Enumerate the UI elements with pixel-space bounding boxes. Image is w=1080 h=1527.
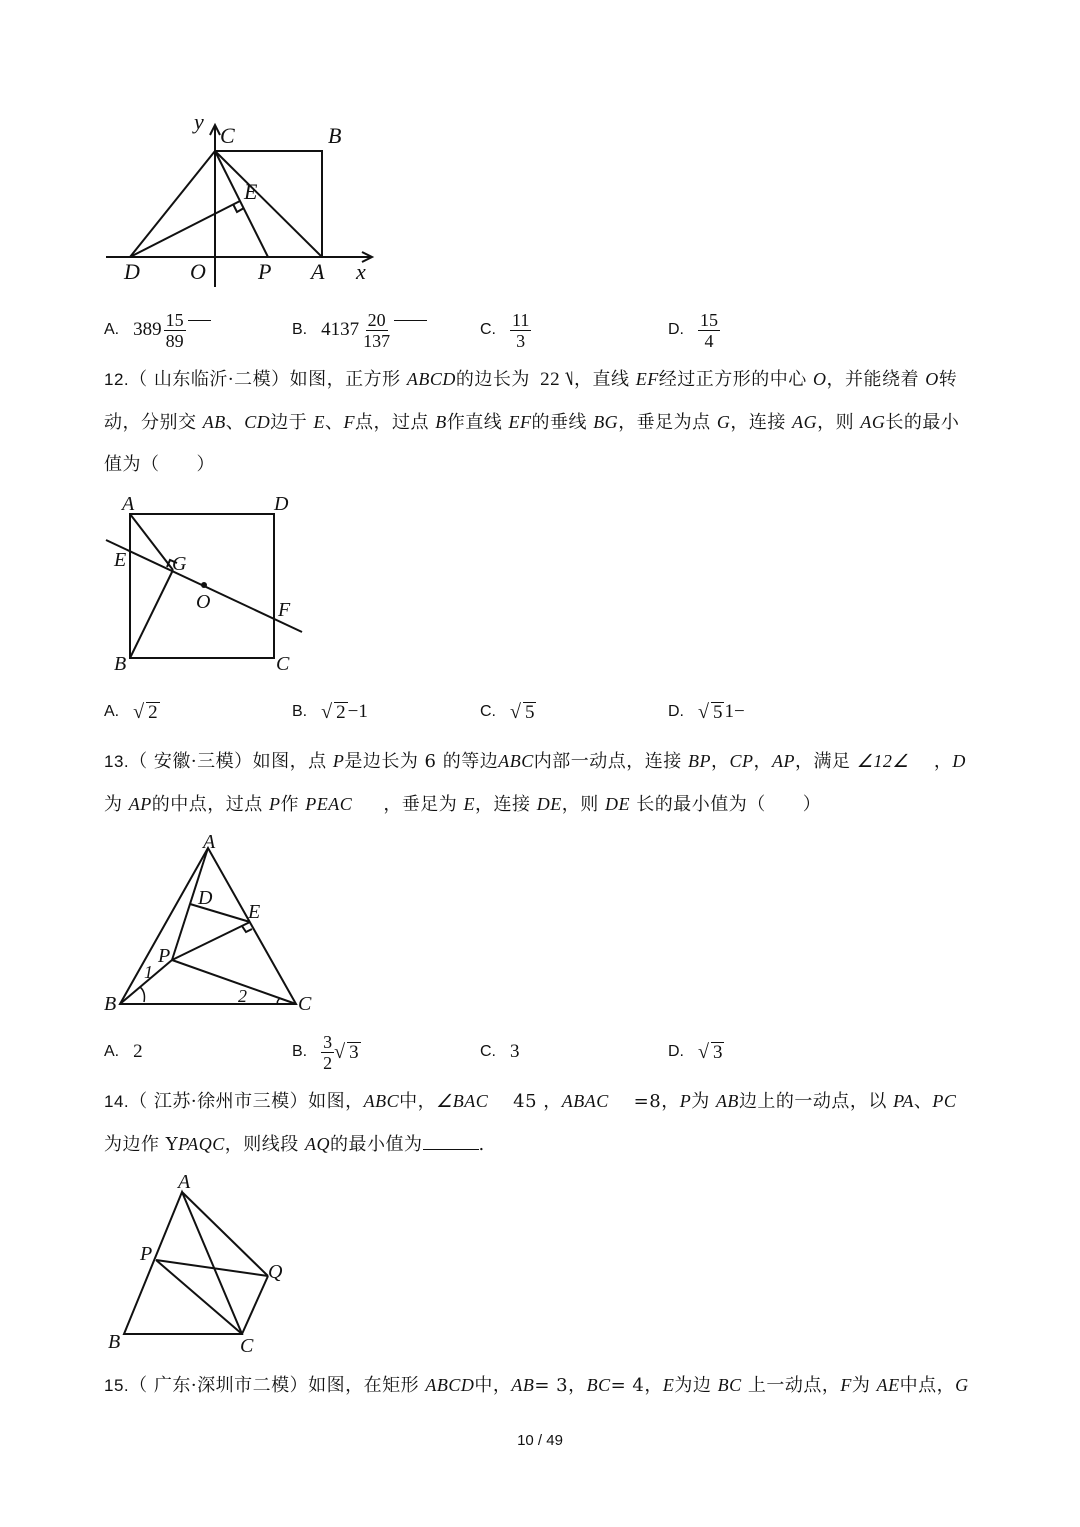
q14-line-1: 14.（ 江苏·徐州市三模）如图，ABC中，∠BAC 45 ，ABAC =8，P为 AB边上的一动点，以 PA、PC [104, 1091, 957, 1112]
label-A: A [311, 259, 325, 284]
question-number: 12. [104, 370, 130, 389]
q11-options [104, 308, 1004, 352]
q14-line-2: 为边作 YPAQC，则线段 AQ的最小值为 . [104, 1123, 984, 1166]
sqrt-icon: √ [698, 700, 709, 723]
q13-line-2: 为 AP的中点，过点 P作 PEAC ，垂足为 E，连接 DE，则 DE 长的最小值为（ ） [104, 794, 822, 815]
answer-blank[interactable] [423, 1131, 479, 1150]
q11-option-d[interactable] [668, 308, 720, 352]
sqrt-icon [394, 320, 427, 341]
q11-option-a[interactable] [104, 308, 211, 352]
option-letter: C. [480, 321, 496, 338]
label-G: G [172, 553, 187, 575]
q13-option-d[interactable]: D. √ 3 [668, 1040, 723, 1063]
sqrt-icon: ⎷ [562, 369, 575, 390]
option-letter: D. [668, 703, 684, 720]
figure-q14 [100, 1170, 300, 1360]
option-letter: C. [480, 703, 496, 720]
q12-option-a[interactable]: A. √ 2 [104, 700, 158, 723]
segment-BG [130, 570, 173, 658]
option-letter: B. [292, 321, 308, 338]
label-C: C [298, 993, 312, 1015]
question-number: 14. [104, 1092, 130, 1111]
option-prefix: 389 [133, 319, 162, 340]
option-letter: D. [668, 321, 684, 338]
q12-line-2: 动，分别交 AB、CD边于 E、F点，过点 B作直线 EF的垂线 BG，垂足为点 G，连接 AG，则 AG长的最小 [104, 412, 960, 433]
question-14 [104, 1080, 984, 1166]
question-number: 13. [104, 752, 130, 771]
label-D: D [274, 493, 289, 515]
option-fraction: $\frac{15}{4}$ [700, 309, 718, 351]
angle-condition: ∠12∠ [856, 751, 909, 771]
q13-options [104, 1030, 1004, 1074]
sqrt-icon: √ [334, 1040, 346, 1063]
q13-option-a[interactable]: A. 2 [104, 1041, 143, 1062]
segment-AQ [182, 1192, 268, 1276]
label-O: O [190, 259, 206, 284]
q13-option-c[interactable]: C. 3 [480, 1041, 520, 1062]
segment-CP [172, 960, 296, 1004]
figure-q12 [100, 490, 320, 680]
question-13 [104, 740, 984, 826]
label-y: y [194, 109, 204, 134]
side-length: 22 [540, 369, 561, 390]
question-15 [104, 1364, 984, 1407]
label-A: A [203, 832, 216, 853]
option-letter: A. [104, 1043, 120, 1060]
question-number: 15. [104, 1376, 130, 1395]
segment-CP [215, 151, 268, 257]
label-O: O [196, 591, 211, 613]
label-x: x [356, 259, 366, 284]
q12-option-c[interactable]: C. √ 5 [480, 700, 535, 723]
label-E: E [248, 901, 261, 923]
q12-options [104, 690, 1004, 734]
page-number: 10 / 49 [517, 1432, 563, 1449]
label-P: P [140, 1243, 153, 1265]
label-E: E [244, 179, 258, 204]
label-E: E [114, 549, 127, 571]
question-source: （ 山东临沂·二模） [129, 369, 290, 390]
sqrt-icon: √ [698, 1040, 709, 1063]
label-P: P [158, 945, 171, 967]
segment-CA [215, 151, 322, 257]
center-point-O [201, 582, 207, 588]
question-source: （ 江苏·徐州市三模） [129, 1091, 309, 1112]
sqrt-icon: √ [133, 700, 145, 723]
angle-1-arc [140, 987, 145, 1002]
option-letter: B. [292, 1043, 308, 1060]
q13-option-b[interactable]: B. $\frac{3}{2}$ √ 3 [292, 1031, 359, 1073]
option-fraction: $\frac{11}{3}$ [512, 309, 530, 351]
label-Q: Q [268, 1261, 283, 1283]
figure-q11 [100, 105, 390, 295]
label-A: A [178, 1171, 191, 1193]
question-source: （ 广东·深圳市二模） [129, 1375, 309, 1396]
q13-line-1: 13.（ 安徽·三模）如图，点 P是边长为 6 的等边ABC内部一动点，连接 BP，CP，AP，满足 ∠12∠ ，D [104, 751, 966, 772]
label-B: B [104, 993, 117, 1015]
option-letter: B. [292, 703, 308, 720]
right-angle-mark [242, 926, 252, 932]
segment-DE [130, 201, 240, 257]
q12-line-3: 值为（ ） [104, 454, 215, 475]
label-D: D [124, 259, 140, 284]
option-letter: A. [104, 321, 120, 338]
label-angle-1: 1 [144, 962, 153, 982]
option-letter: A. [104, 703, 120, 720]
q12-line-1: 12.（ 山东临沂·二模）如图，正方形 ABCD的边长为 22 ⎷，直线 EF经过正方形的中心 O，并能绕着 O转 [104, 369, 958, 390]
figure-q13 [100, 832, 330, 1022]
label-P: P [258, 259, 272, 284]
q12-option-d[interactable]: D. √ 5 1− [668, 700, 745, 723]
segment-PE [172, 922, 250, 960]
question-12 [104, 358, 984, 486]
option-letter: D. [668, 1043, 684, 1060]
q11-option-b[interactable] [292, 308, 427, 352]
q11-option-c[interactable] [480, 308, 531, 352]
option-fraction: $\frac{3}{2}$ [323, 1031, 333, 1073]
sqrt-icon: √ [510, 700, 521, 723]
segment-QC [242, 1276, 268, 1334]
option-prefix: 4137 [321, 319, 360, 340]
label-C: C [220, 123, 235, 148]
option-fraction: $\frac{15}{89}$ [165, 309, 184, 351]
option-letter: C. [480, 1043, 496, 1060]
question-source: （ 安徽·三模） [129, 751, 253, 772]
label-B: B [114, 653, 127, 675]
option-fraction: $\frac{20}{137}$ [363, 309, 391, 351]
label-F: F [278, 599, 291, 621]
label-B: B [328, 123, 342, 148]
label-A: A [122, 493, 135, 515]
q15-line-1: 15.（ 广东·深圳市二模）如图，在矩形 ABCD中，AB= 3，BC= 4，E为边 BC 上一动点，F为 AE中点，G [104, 1375, 969, 1396]
sqrt-icon [188, 320, 211, 341]
label-B: B [108, 1331, 121, 1353]
label-D: D [198, 887, 213, 909]
label-C: C [240, 1335, 254, 1357]
label-C: C [276, 653, 290, 675]
sqrt-icon: √ [321, 700, 333, 723]
segment-DC [130, 151, 215, 257]
label-angle-2: 2 [238, 986, 247, 1006]
q12-option-b[interactable]: B. √ 2 −1 [292, 700, 368, 723]
